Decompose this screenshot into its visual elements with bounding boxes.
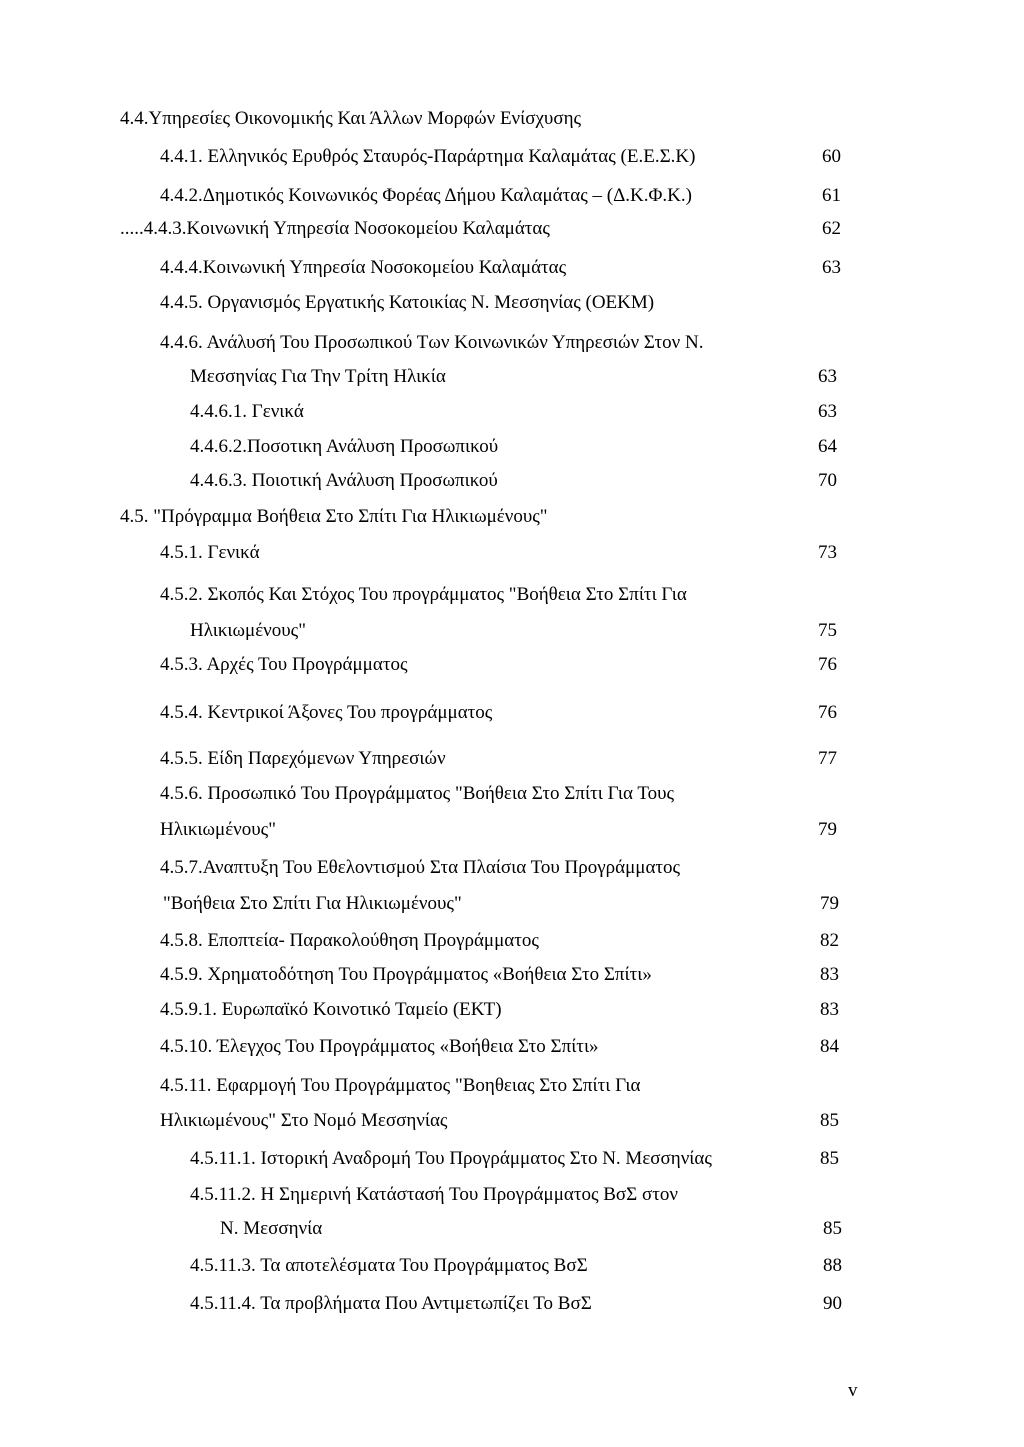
toc-entry-page: 75 xyxy=(818,620,837,641)
toc-entry-page: 83 xyxy=(820,964,839,985)
toc-entry-page: 63 xyxy=(818,366,837,387)
toc-entry-page: 82 xyxy=(820,930,839,951)
toc-entry-title: 4.5.5. Είδη Παρεχόμενων Υπηρεσιών xyxy=(160,748,446,769)
toc-entry-title: 4.5.1. Γενικά xyxy=(160,542,260,563)
toc-entry-title: 4.4.6.2.Ποσοτικη Ανάλυση Προσωπικού xyxy=(190,436,499,457)
toc-entry-title: 4.5.8. Εποπτεία- Παρακολούθηση Προγράμματος xyxy=(160,930,539,951)
toc-entry-page: 85 xyxy=(820,1148,839,1169)
toc-entry-title: 4.4.Υπηρεσίες Οικονομικής Και Άλλων Μορφών Ενίσχυσης xyxy=(120,108,582,129)
toc-entry-title: 4.5.11.3. Τα αποτελέσματα Του Προγράμματος ΒσΣ xyxy=(190,1255,588,1276)
toc-entry-title: 4.4.5. Οργανισμός Εργατικής Κατοικίας Ν. Μεσσηνίας (ΟΕΚΜ) xyxy=(160,292,655,313)
toc-entry-title: "Βοήθεια Στο Σπίτι Για Ηλικιωμένους" xyxy=(163,893,462,914)
toc-entry-page: 85 xyxy=(820,1110,839,1131)
toc-entry-title: 4.5.11.1. Ιστορική Αναδρομή Του Προγράμματος Στο Ν. Μεσσηνίας xyxy=(190,1148,712,1169)
toc-entry-title: 4.5.7.Αναπτυξη Του Εθελοντισμού Στα Πλαίσια Του Προγράμματος xyxy=(160,857,681,878)
toc-entry-page: 90 xyxy=(823,1293,842,1314)
toc-entry-page: 62 xyxy=(822,218,841,239)
toc-entry-title: 4.4.4.Κοινωνική Υπηρεσία Νοσοκομείου Καλαμάτας xyxy=(160,257,567,278)
toc-entry-title: 4.4.2.Δημοτικός Κοινωνικός Φορέας Δήμου Καλαμάτας – (Δ.Κ.Φ.Κ.) xyxy=(160,185,692,206)
toc-entry-page: 85 xyxy=(823,1218,842,1239)
toc-entry-page: 88 xyxy=(823,1255,842,1276)
toc-entry-title: 4.5.10. Έλεγχος Του Προγράμματος «Βοήθεια Στο Σπίτι» xyxy=(160,1036,599,1057)
toc-entry-page: 84 xyxy=(820,1036,839,1057)
toc-entry-title: Ηλικιωμένους" xyxy=(190,620,306,641)
toc-entry-title: 4.5.11.4. Τα προβλήματα Που Αντιμετωπίζει Το ΒσΣ xyxy=(190,1293,592,1314)
toc-entry-title: 4.5.2. Σκοπός Και Στόχος Του προγράμματος "Βοήθεια Στο Σπίτι Για xyxy=(160,584,687,605)
toc-entry-title: 4.5.9.1. Ευρωπαϊκό Κοινοτικό Ταμείο (ΕΚΤ) xyxy=(160,999,502,1020)
toc-entry-title: Ν. Μεσσηνία xyxy=(220,1218,323,1239)
toc-entry-page: 79 xyxy=(820,893,839,914)
toc-entry-title: 4.5.11.2. Η Σημερινή Κατάστασή Του Προγράμματος ΒσΣ στον xyxy=(190,1184,678,1205)
toc-entry-title: 4.4.6.1. Γενικά xyxy=(190,401,304,422)
toc-entry-page: 73 xyxy=(818,542,837,563)
toc-entry-title: Ηλικιωμένους" xyxy=(160,819,276,840)
toc-entry-page: 63 xyxy=(822,257,841,278)
toc-entry-title: 4.4.1. Ελληνικός Ερυθρός Σταυρός-Παράρτημα Καλαμάτας (Ε.Ε.Σ.Κ) xyxy=(160,146,696,167)
toc-entry-page: 79 xyxy=(818,819,837,840)
toc-entry-title: 4.5.3. Αρχές Του Προγράμματος xyxy=(160,654,408,675)
toc-entry-page: 76 xyxy=(818,702,837,723)
toc-entry-title: 4.5.4. Κεντρικοί Άξονες Του προγράμματος xyxy=(160,702,493,723)
toc-entry-page: 77 xyxy=(818,748,837,769)
toc-entry-title: 4.5.6. Προσωπικό Του Προγράμματος "Βοήθεια Στο Σπίτι Για Τους xyxy=(160,783,675,804)
toc-entry-title: Μεσσηνίας Για Την Τρίτη Ηλικία xyxy=(190,366,446,387)
toc-entry-title: 4.5.11. Εφαρμογή Του Προγράμματος "Βοηθειας Στο Σπίτι Για xyxy=(160,1075,641,1096)
toc-entry-page: 70 xyxy=(818,470,837,491)
toc-entry-page: 61 xyxy=(822,185,841,206)
toc-entry-page: 76 xyxy=(818,654,837,675)
toc-entry-title: 4.5.9. Χρηματοδότηση Του Προγράμματος «Βοήθεια Στο Σπίτι» xyxy=(160,964,652,985)
toc-entry-title: 4.4.6. Ανάλυσή Του Προσωπικού Των Κοινωνικών Υπηρεσιών Στον Ν. xyxy=(160,332,704,353)
toc-entry-page: 63 xyxy=(818,401,837,422)
toc-entry-title: 4.4.6.3. Ποιοτική Ανάλυση Προσωπικού xyxy=(190,470,498,491)
page-number: v xyxy=(848,1380,858,1401)
toc-entry-title: 4.5. "Πρόγραμμα Βοήθεια Στο Σπίτι Για Ηλικιωμένους" xyxy=(120,506,548,527)
toc-entry-page: 64 xyxy=(818,436,837,457)
toc-entry-title: Ηλικιωμένους" Στο Νομό Μεσσηνίας xyxy=(160,1110,448,1131)
toc-entry-page: 83 xyxy=(820,999,839,1020)
toc-entry-page: 60 xyxy=(822,146,841,167)
toc-entry-title: .....4.4.3.Κοινωνική Υπηρεσία Νοσοκομείου Καλαμάτας xyxy=(120,218,550,239)
